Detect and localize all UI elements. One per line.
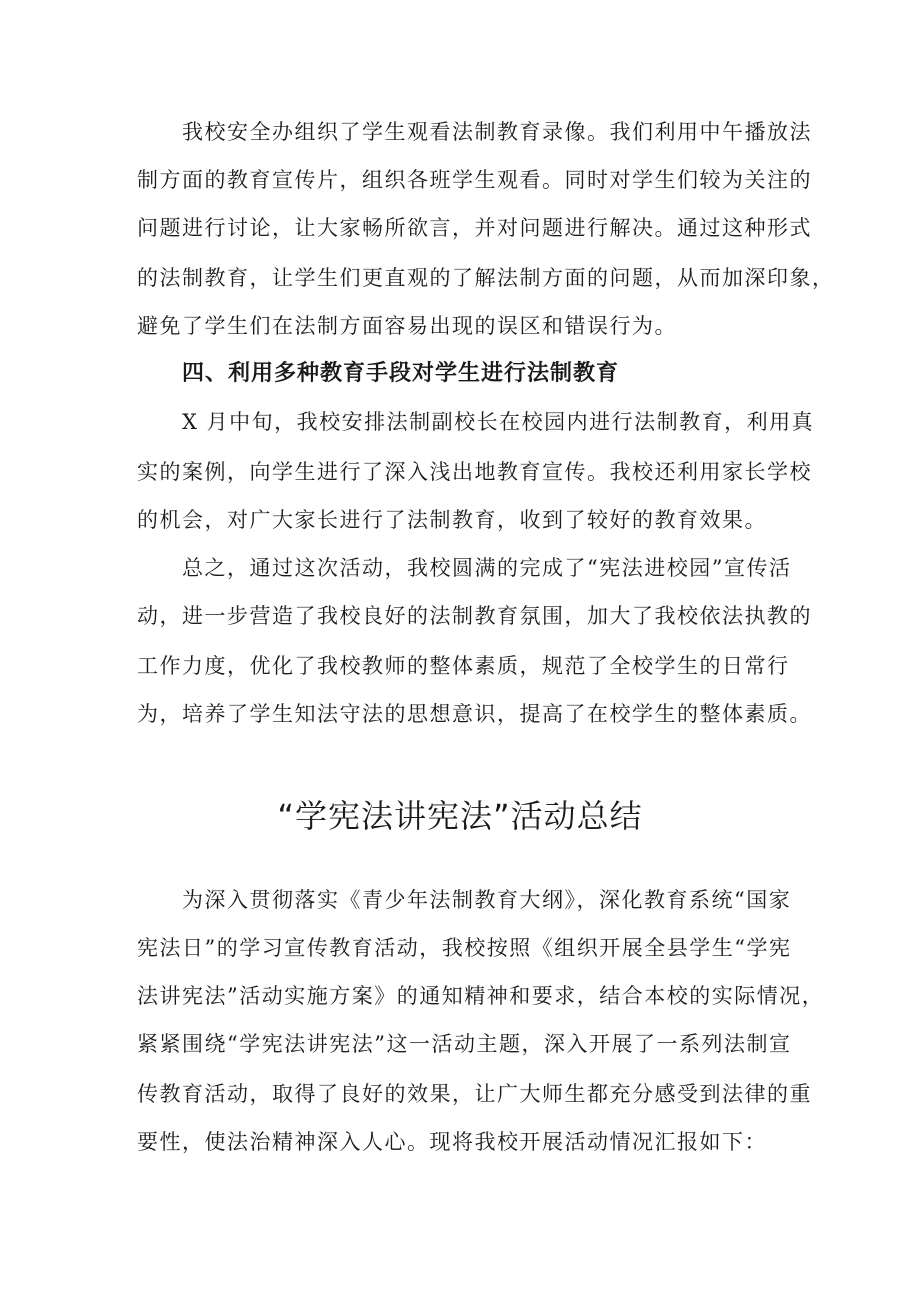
section-heading: 四、利用多种教育手段对学生进行法制教育 <box>182 361 620 386</box>
paragraph-line: 宪法日”的学习宣传教育活动，我校按照《组织开展全县学生“学宪 <box>137 936 792 960</box>
paragraph-line: X 月中旬，我校安排法制副校长在校园内进行法制教育，利用真 <box>182 410 815 434</box>
paragraph-line: 工作力度，优化了我校教师的整体素质，规范了全校学生的日常行 <box>137 654 790 678</box>
paragraph-line: 制方面的教育宣传片，组织各班学生观看。同时对学生们较为关注的 <box>137 168 812 192</box>
paragraph-line: 动，进一步营造了我校良好的法制教育氛围，加大了我校依法执教的 <box>137 604 812 628</box>
paragraph-line: 为深入贯彻落实《青少年法制教育大纲》，深化教育系统“国家 <box>182 888 792 912</box>
paragraph-line: 实的案例，向学生进行了深入浅出地教育宣传。我校还利用家长学校 <box>137 460 812 484</box>
paragraph-line: 的机会，对广大家长进行了法制教育，收到了较好的教育效果。 <box>137 508 767 532</box>
paragraph-line: 我校安全办组织了学生观看法制教育录像。我们利用中午播放法 <box>182 120 812 144</box>
paragraph-line: 总之，通过这次活动，我校圆满的完成了“宪法进校园”宣传活 <box>182 556 792 580</box>
document-title: “学宪法讲宪法”活动总结 <box>277 797 643 835</box>
paragraph-line: 问题进行讨论，让大家畅所欲言，并对问题进行解决。通过这种形式 <box>137 216 812 240</box>
paragraph-line: 紧紧围绕“学宪法讲宪法”这一活动主题，深入开展了一系列法制宣 <box>137 1032 792 1056</box>
paragraph-line: 避免了学生们在法制方面容易出现的误区和错误行为。 <box>137 314 677 338</box>
paragraph-line: 的法制教育，让学生们更直观的了解法制方面的问题，从而加深印象， <box>137 266 835 290</box>
paragraph-line: 传教育活动，取得了良好的效果，让广大师生都充分感受到法律的重 <box>137 1082 812 1106</box>
paragraph-line: 法讲宪法”活动实施方案》的通知精神和要求，结合本校的实际情况， <box>137 984 825 1008</box>
paragraph-line: 要性，使法治精神深入人心。现将我校开展活动情况汇报如下： <box>137 1130 767 1154</box>
paragraph-line: 为，培养了学生知法守法的思想意识，提高了在校学生的整体素质。 <box>137 702 812 726</box>
